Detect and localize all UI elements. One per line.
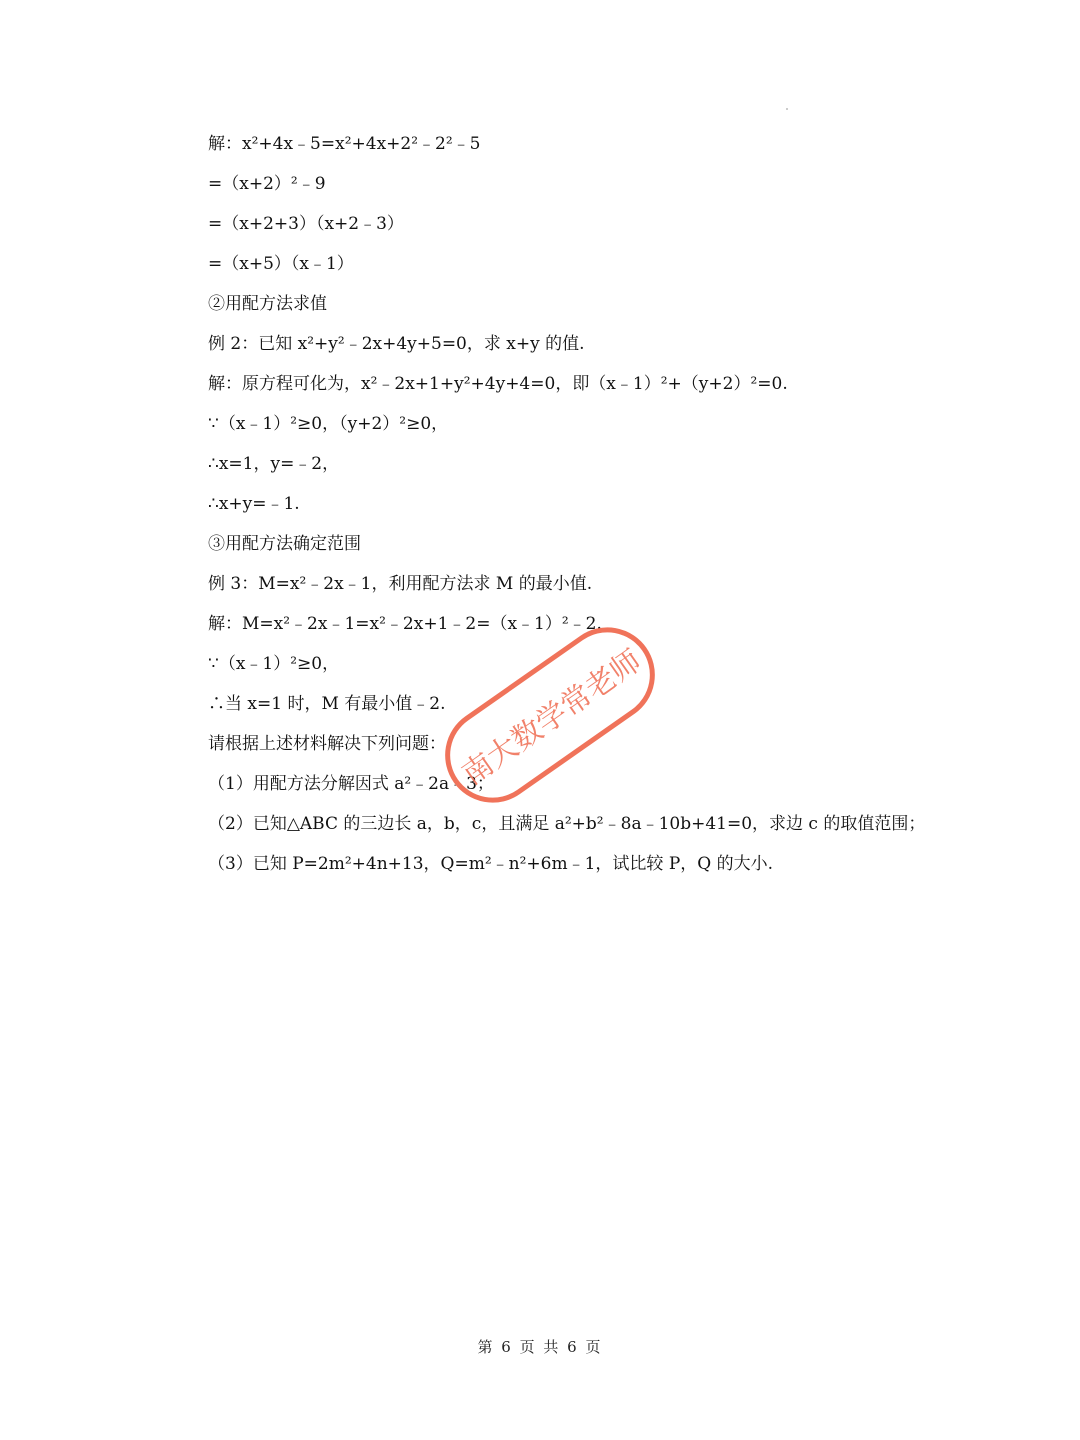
question-1: （1）用配方法分解因式 a²﹣2a﹣3； (208, 774, 494, 794)
question-3: （3）已知 P=2m²+4n+13，Q=m²﹣n²+6m﹣1，试比较 P，Q 的大小. (208, 854, 774, 874)
text-line: 解：M=x²﹣2x﹣1=x²﹣2x+1﹣2=（x﹣1）²﹣2. (208, 614, 602, 634)
text-line: ∵（x﹣1）²≥0，（y+2）²≥0， (208, 414, 449, 434)
page-footer: 第 6 页 共 6 页 (477, 1338, 603, 1356)
text-line: ∴x+y=﹣1. (208, 494, 300, 514)
text-line: ∵（x﹣1）²≥0， (208, 654, 340, 674)
text-line: =（x+2）²﹣9 (208, 174, 326, 194)
text-line: 例 2：已知 x²+y²﹣2x+4y+5=0，求 x+y 的值. (208, 334, 585, 354)
section-heading: ③用配方法确定范围 (208, 534, 361, 554)
text-line: =（x+2+3）（x+2﹣3） (208, 214, 404, 234)
text-line: 解：x²+4x﹣5=x²+4x+2²﹣2²﹣5 (208, 134, 481, 154)
text-line: ∴x=1，y=﹣2， (208, 454, 340, 474)
section-heading: ②用配方法求值 (208, 294, 327, 314)
text-line: =（x+5）（x﹣1） (208, 254, 354, 274)
question-2: （2）已知△ABC 的三边长 a，b，c，且满足 a²+b²﹣8a﹣10b+41=0，求边 c 的取值范围； (208, 814, 926, 834)
document-body (208, 128, 928, 888)
text-line: 解：原方程可化为，x²﹣2x+1+y²+4y+4=0，即（x﹣1）²+（y+2）²=0. (208, 374, 788, 394)
text-line: 例 3：M=x²﹣2x﹣1，利用配方法求 M 的最小值. (208, 574, 593, 594)
text-line: ∴当 x=1 时，M 有最小值﹣2. (208, 694, 446, 714)
text-line: 请根据上述材料解决下列问题： (208, 734, 446, 754)
watermark-text: 南大数学常老师 (455, 643, 649, 793)
scan-speck (786, 108, 788, 110)
